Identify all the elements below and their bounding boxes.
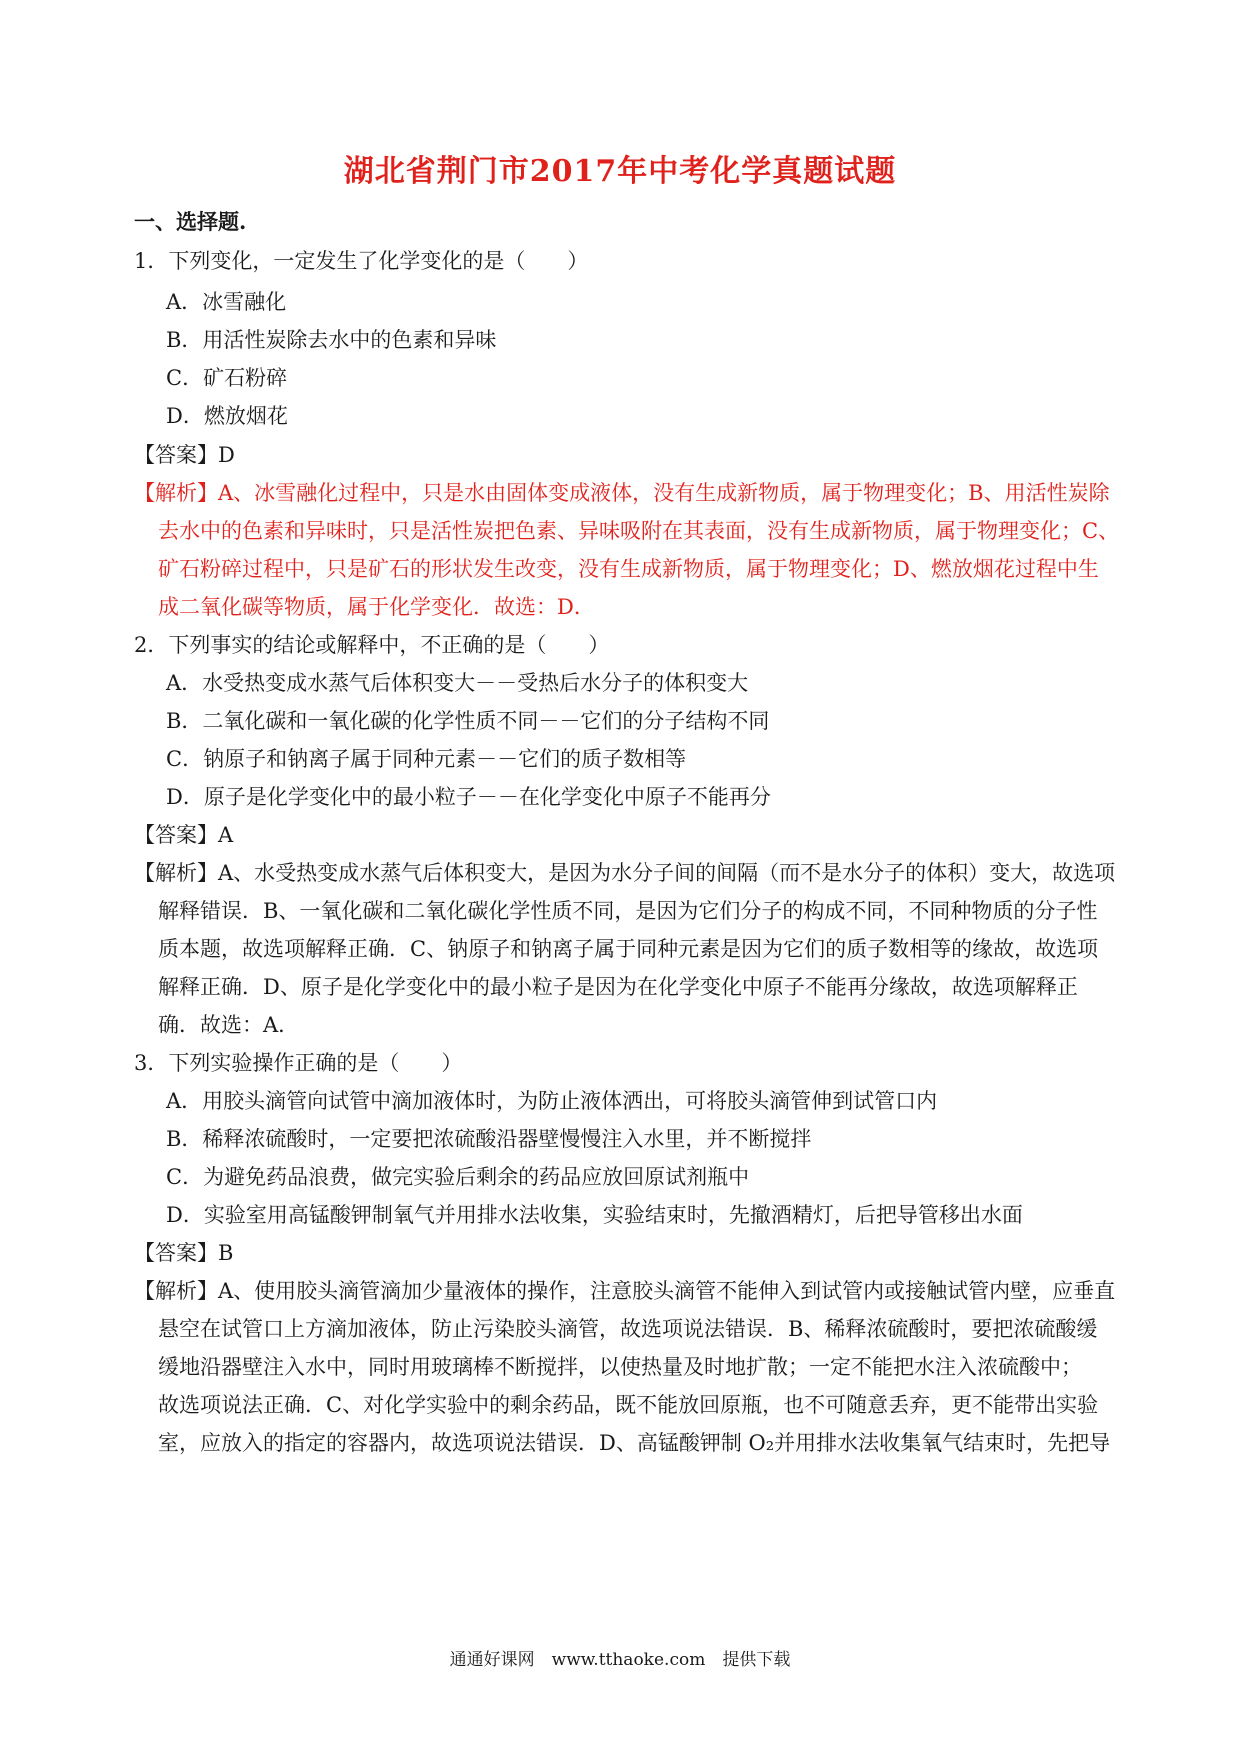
q2-explanation-line: 解释错误．B、一氧化碳和二氧化碳化学性质不同，是因为它们分子的构成不同，不同种物质的分子性 <box>158 899 1098 923</box>
q2-option-a: A．水受热变成水蒸气后体积变大－－受热后水分子的体积变大 <box>166 671 749 695</box>
q2-explanation-line: 质本题，故选项解释正确．C、钠原子和钠离子属于同种元素是因为它们的质子数相等的缘故，故选项 <box>158 937 1099 961</box>
q3-explanation-line: 缓地沿器壁注入水中，同时用玻璃棒不断搅拌，以使热量及时地扩散；一定不能把水注入浓硫酸中； <box>158 1355 1082 1379</box>
q2-option-b: B．二氧化碳和一氧化碳的化学性质不同－－它们的分子结构不同 <box>166 709 770 733</box>
q3-option-a: A．用胶头滴管向试管中滴加液体时，为防止液体洒出，可将胶头滴管伸到试管口内 <box>166 1089 938 1113</box>
q1-explanation-line: 去水中的色素和异味时，只是活性炭把色素、异味吸附在其表面，没有生成新物质，属于物理变化；C、 <box>158 519 1120 543</box>
q3-explanation-line: 悬空在试管口上方滴加液体，防止污染胶头滴管，故选项说法错误．B、稀释浓硫酸时，要把浓硫酸缓 <box>158 1317 1098 1341</box>
q1-option-c: C．矿石粉碎 <box>166 366 288 390</box>
q3-option-d: D．实验室用高锰酸钾制氧气并用排水法收集，实验结束时，先撤酒精灯，后把导管移出水面 <box>166 1203 1023 1227</box>
q1-answer: 【答案】D <box>134 443 235 467</box>
q3-explanation-line: 【解析】A、使用胶头滴管滴加少量液体的操作，注意胶头滴管不能伸入到试管内或接触试管内壁，应垂直 <box>134 1279 1116 1303</box>
q1-option-a: A．冰雪融化 <box>166 290 287 314</box>
page-footer: 通通好课网 www.tthaoke.com 提供下载 <box>449 1650 791 1670</box>
q2-explanation-line: 解释正确．D、原子是化学变化中的最小粒子是因为在化学变化中原子不能再分缘故，故选项解释正 <box>158 975 1078 999</box>
q1-explanation-line: 【解析】A、冰雪融化过程中，只是水由固体变成液体，没有生成新物质，属于物理变化；B、用活性炭除 <box>134 481 1110 505</box>
q2-explanation-line: 确．故选：A． <box>158 1013 300 1037</box>
q3-explanation-line: 故选项说法正确．C、对化学实验中的剩余药品，既不能放回原瓶，也不可随意丢弃，更不能带出实验 <box>158 1393 1099 1417</box>
q1-explanation-line: 成二氧化碳等物质，属于化学变化．故选：D． <box>158 595 595 619</box>
q1-option-d: D．燃放烟花 <box>166 404 288 428</box>
q2-option-d: D．原子是化学变化中的最小粒子－－在化学变化中原子不能再分 <box>166 785 771 809</box>
question-2: 2．下列事实的结论或解释中，不正确的是（ ） <box>134 633 610 657</box>
q2-option-c: C．钠原子和钠离子属于同种元素－－它们的质子数相等 <box>166 747 687 771</box>
q2-answer: 【答案】A <box>134 823 234 847</box>
q3-option-b: B．稀释浓硫酸时，一定要把浓硫酸沿器壁慢慢注入水里，并不断搅拌 <box>166 1127 812 1151</box>
section-heading: 一、选择题. <box>134 209 247 234</box>
document-title: 湖北省荆门市2017年中考化学真题试题 <box>343 154 897 189</box>
question-3: 3．下列实验操作正确的是（ ） <box>134 1051 463 1075</box>
q2-explanation-line: 【解析】A、水受热变成水蒸气后体积变大，是因为水分子间的间隔（而不是水分子的体积）变大，故选项 <box>134 861 1116 885</box>
question-1: 1．下列变化，一定发生了化学变化的是（ ） <box>134 249 589 273</box>
q1-option-b: B．用活性炭除去水中的色素和异味 <box>166 328 497 352</box>
q3-explanation-line: 室，应放入的指定的容器内，故选项说法错误．D、高锰酸钾制 O₂并用排水法收集氧气结束时，先把导 <box>158 1431 1111 1455</box>
q3-option-c: C．为避免药品浪费，做完实验后剩余的药品应放回原试剂瓶中 <box>166 1165 750 1189</box>
q3-answer: 【答案】B <box>134 1241 234 1265</box>
q1-explanation-line: 矿石粉碎过程中，只是矿石的形状发生改变，没有生成新物质，属于物理变化；D、燃放烟花过程中生 <box>158 557 1099 581</box>
